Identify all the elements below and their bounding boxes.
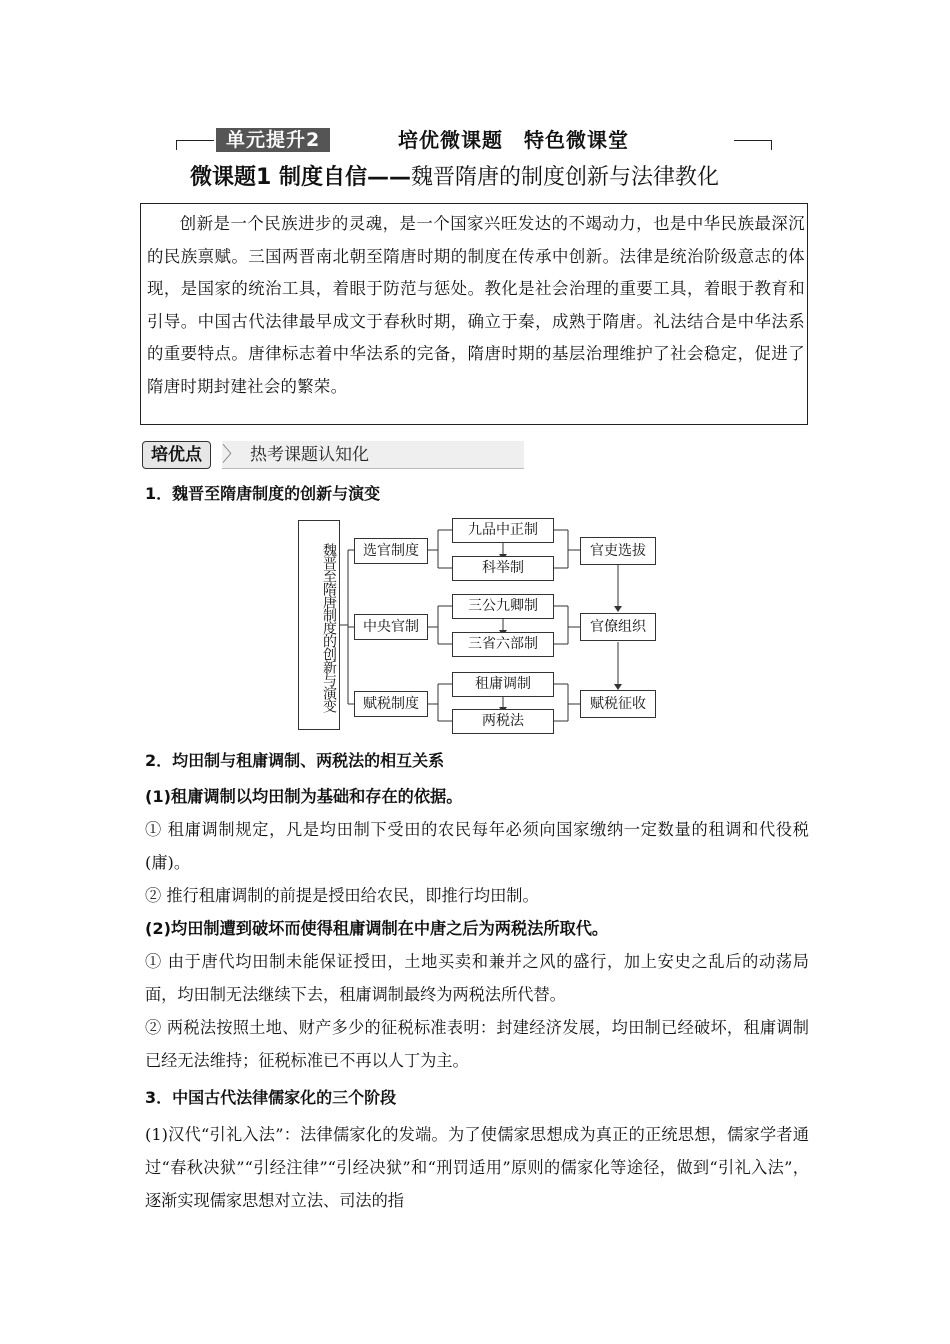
evolution-diagram [292, 514, 668, 736]
arrow-down-icon [614, 606, 622, 612]
banner-tagline: 培优微课题 特色微课堂 [398, 128, 629, 152]
diagram-to-item: 两税法 [452, 709, 554, 734]
diagram-from-item: 三公九卿制 [452, 594, 554, 619]
chevron-right-icon: 〉 [222, 442, 242, 466]
section-3-point-1: (1)汉代“引礼入法”：法律儒家化的发端。为了使儒家思想成为真正的正统思想，儒家学者通过“春秋决狱”“引经注律”“引经决狱”和“刑罚适用”原则的儒家化等途径，做到“引礼入法”，逐渐实现儒家思想对立法、司法的指 [145, 1125, 809, 1210]
section-tab-chip: 培优点 [142, 441, 211, 469]
section-2-heading: 2．均田制与租庸调制、两税法的相互关系 [145, 751, 445, 770]
section-2-point-2a: ① 由于唐代均田制未能保证授田，土地买卖和兼并之风的盛行，加上安史之乱后的动荡局面，均田制无法继续下去，租庸调制最终为两税法所代替。 [145, 952, 809, 1004]
banner-tick-right [771, 140, 772, 150]
section-tab [142, 441, 524, 469]
diagram-to-item: 三省六部制 [452, 632, 554, 657]
section-2-point-1: (1)租庸调制以均田制为基础和存在的依据。 [145, 787, 463, 806]
lesson-label: 微课题1 制度自信—— [190, 165, 411, 190]
intro-box [140, 203, 808, 425]
diagram-category: 中央官制 [354, 614, 428, 640]
diagram-to-item: 科举制 [452, 556, 554, 581]
section-2-point-1b: ② 推行租庸调制的前提是授田给农民，即推行均田制。 [145, 886, 539, 905]
diagram-outcome: 赋税征收 [580, 690, 656, 718]
section-3-body [145, 1118, 809, 1217]
section-1-heading: 1．魏晋至隋唐制度的创新与演变 [145, 484, 381, 503]
banner-tick-left [176, 140, 177, 150]
diagram-category: 赋税制度 [354, 691, 428, 717]
lesson-title [190, 163, 719, 193]
section-2-point-2b: ② 两税法按照土地、财产多少的征税标准表明：封建经济发展，均田制已经破坏，租庸调制已经无法维持；征税标准已不再以人丁为主。 [145, 1018, 809, 1070]
lesson-subtitle: 魏晋隋唐的制度创新与法律教化 [410, 165, 719, 190]
diagram-outcome: 官吏选拔 [580, 537, 656, 565]
unit-banner [176, 128, 772, 154]
diagram-category: 选官制度 [354, 538, 428, 564]
section-2-point-2: (2)均田制遭到破坏而使得租庸调制在中唐之后为两税法所取代。 [145, 919, 609, 938]
section-2-point-1a: ① 租庸调制规定，凡是均田制下受田的农民每年必须向国家缴纳一定数量的租调和代役税(庸)。 [145, 820, 809, 872]
section-3-heading: 3．中国古代法律儒家化的三个阶段 [145, 1088, 397, 1107]
banner-rule-left [176, 140, 214, 141]
section-tab-title: 热考课题认知化 [250, 445, 369, 465]
diagram-from-item: 租庸调制 [452, 672, 554, 697]
diagram-outcome: 官僚组织 [580, 613, 656, 641]
unit-label: 单元提升2 [216, 128, 330, 152]
diagram-root: 魏晋至隋唐制度的创新与演变 [298, 520, 340, 730]
banner-rule-right [734, 140, 772, 141]
intro-paragraph: 创新是一个民族进步的灵魂，是一个国家兴旺发达的不竭动力，也是中华民族最深沉的民族禀赋。三国两晋南北朝至隋唐时期的制度在传承中创新。法律是统治阶级意志的体现，是国家的统治工具，着眼于防范与惩处。教化是社会治理的重要工具，着眼于教育和引导。中国古代法律最早成文于春秋时期，确立于秦，成熟于隋唐。礼法结合是中华法系的重要特点。唐律标志着中华法系的完备，隋唐时期的基层治理维护了社会稳定，促进了隋唐时期封建社会的繁荣。 [147, 214, 805, 396]
section-2-body [145, 780, 809, 1077]
diagram-from-item: 九品中正制 [452, 518, 554, 543]
